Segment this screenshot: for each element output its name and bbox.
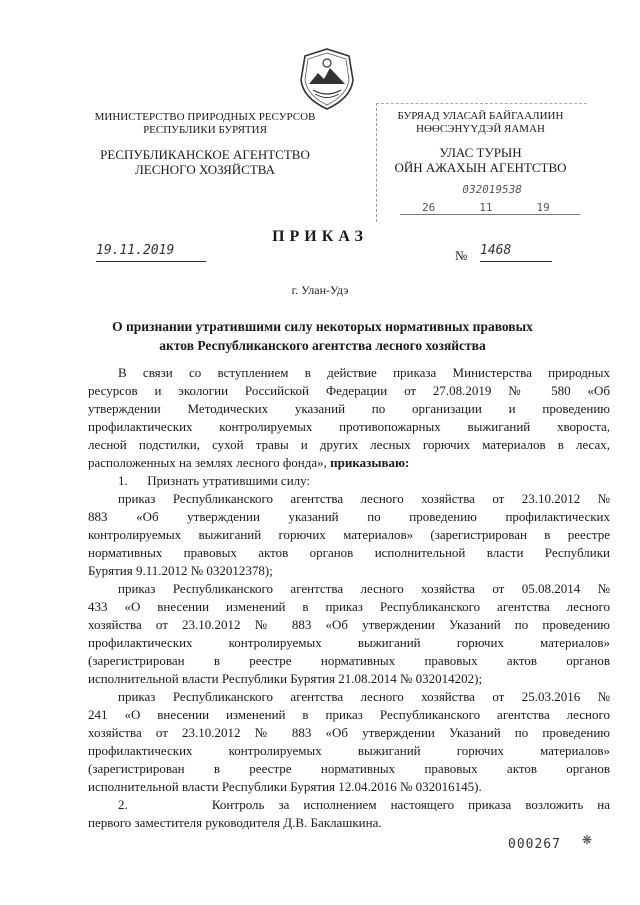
body-line: 241 «О внесении изменений в приказ Республиканского агентства лесного — [88, 707, 610, 722]
body-line: приказ Республиканского агентства лесного хозяйства от 25.03.2016 № — [118, 689, 610, 704]
ministry-name-ru-line1: МИНИСТЕРСТВО ПРИРОДНЫХ РЕСУРСОВ — [94, 111, 316, 123]
stamp-day: 26 — [422, 201, 436, 214]
document-title: ПРИКАЗ — [272, 228, 368, 245]
body-line: профилактических контролируемых выжиганий горючих материалов» — [88, 635, 610, 650]
body-line: контролируемых выжиганий горючих материалов» (зарегистрирован в реестре — [88, 527, 610, 542]
stamp-month: 11 — [479, 201, 493, 214]
body-line: первого заместителя руководителя Д.В. Баклашкина. — [88, 815, 382, 830]
order-subject-line2: актов Республиканского агентства лесного хозяйства — [159, 338, 486, 353]
agency-name-bua-line2: ОЙН АЖАХЫН АГЕНТСТВО — [394, 160, 567, 175]
ministry-name-bua-line2: НӨӨСЭНҮҮДЭЙ ЯАМАН — [416, 123, 545, 135]
agency-name-ru-line2: ЛЕСНОГО ХОЗЯЙСТВА — [134, 162, 276, 177]
body-line: В связи со вступлением в действие приказа Министерства природных — [118, 365, 610, 380]
body-line: 433 «О внесении изменений в приказ Республиканского агентства лесного — [88, 599, 610, 614]
body-line: ресурсов и экологии Российской Федерации от 27.08.2019 № 580 «Об — [88, 383, 610, 398]
body-line: профилактических контролируемых выжиганий горючих материалов» — [88, 743, 610, 758]
order-directive: приказываю: — [330, 455, 410, 470]
form-serial-number: 000267 — [508, 837, 561, 852]
city: г. Улан-Удэ — [291, 283, 349, 297]
body-line — [88, 454, 610, 472]
agency-name-ru-line1: РЕСПУБЛИКАНСКОЕ АГЕНТСТВО — [100, 147, 310, 162]
body-line: 883 «Об утверждении указаний по проведению профилактических — [88, 509, 610, 524]
stamp-year: 19 — [536, 201, 550, 214]
ministry-name-ru-line2: РЕСПУБЛИКИ БУРЯТИЯ — [143, 124, 267, 136]
body-line: утверждении Методических указаний по организации и проведению — [88, 401, 610, 416]
body-line: лесной подстилки, сухой травы и других лесных горючих материалов в лесах, — [88, 437, 610, 452]
body-line: хозяйства от 23.10.2012 № 883 «Об утверждении Указаний по проведению — [88, 617, 610, 632]
list-item-2: 2. Контроль за исполнением настоящего приказа возложить на — [118, 797, 610, 812]
order-date: 19.11.2019 — [96, 243, 206, 262]
agency-name-bua-line1: УЛАС ТУРЫН — [439, 145, 522, 160]
ministry-name-bua-line1: БУРЯАД УЛАСАЙ БАЙГААЛИИН — [397, 110, 564, 122]
body-text: расположенных на землях лесного фонда», — [88, 455, 327, 470]
body-line: (зарегистрирован в реестре нормативных правовых актов органов — [88, 761, 610, 776]
body-line: (зарегистрирован в реестре нормативных правовых актов органов — [88, 653, 610, 668]
body-line: приказ Республиканского агентства лесного хозяйства от 23.10.2012 № — [118, 491, 610, 506]
coat-of-arms-emblem — [296, 46, 358, 112]
stamp-registration-number: 032019538 — [461, 183, 523, 196]
order-number: 1468 — [480, 243, 552, 262]
snowflake-icon: ❋ — [582, 833, 593, 847]
body-line: приказ Республиканского агентства лесного хозяйства от 05.08.2014 № — [118, 581, 610, 596]
body-line: исполнительной власти Республики Бурятия 21.08.2014 № 032014202); — [88, 671, 483, 686]
body-line: Бурятия 9.11.2012 № 032012378); — [88, 563, 273, 578]
list-item-1: 1. Признать утратившими силу: — [118, 473, 311, 488]
body-line: исполнительной власти Республики Бурятия 12.04.2016 № 032016145). — [88, 779, 482, 794]
stamp-date — [400, 201, 580, 215]
order-number-label: № — [455, 248, 468, 263]
body-line: нормативных правовых актов органов исполнительной власти Республики — [88, 545, 610, 560]
body-line: профилактических контролируемых противопожарных выжиганий хвороста, — [88, 419, 610, 434]
body-line: хозяйства от 23.10.2012 № 883 «Об утверждении Указаний по проведению — [88, 725, 610, 740]
order-subject-line1: О признании утратившими силу некоторых нормативных правовых — [112, 319, 533, 334]
